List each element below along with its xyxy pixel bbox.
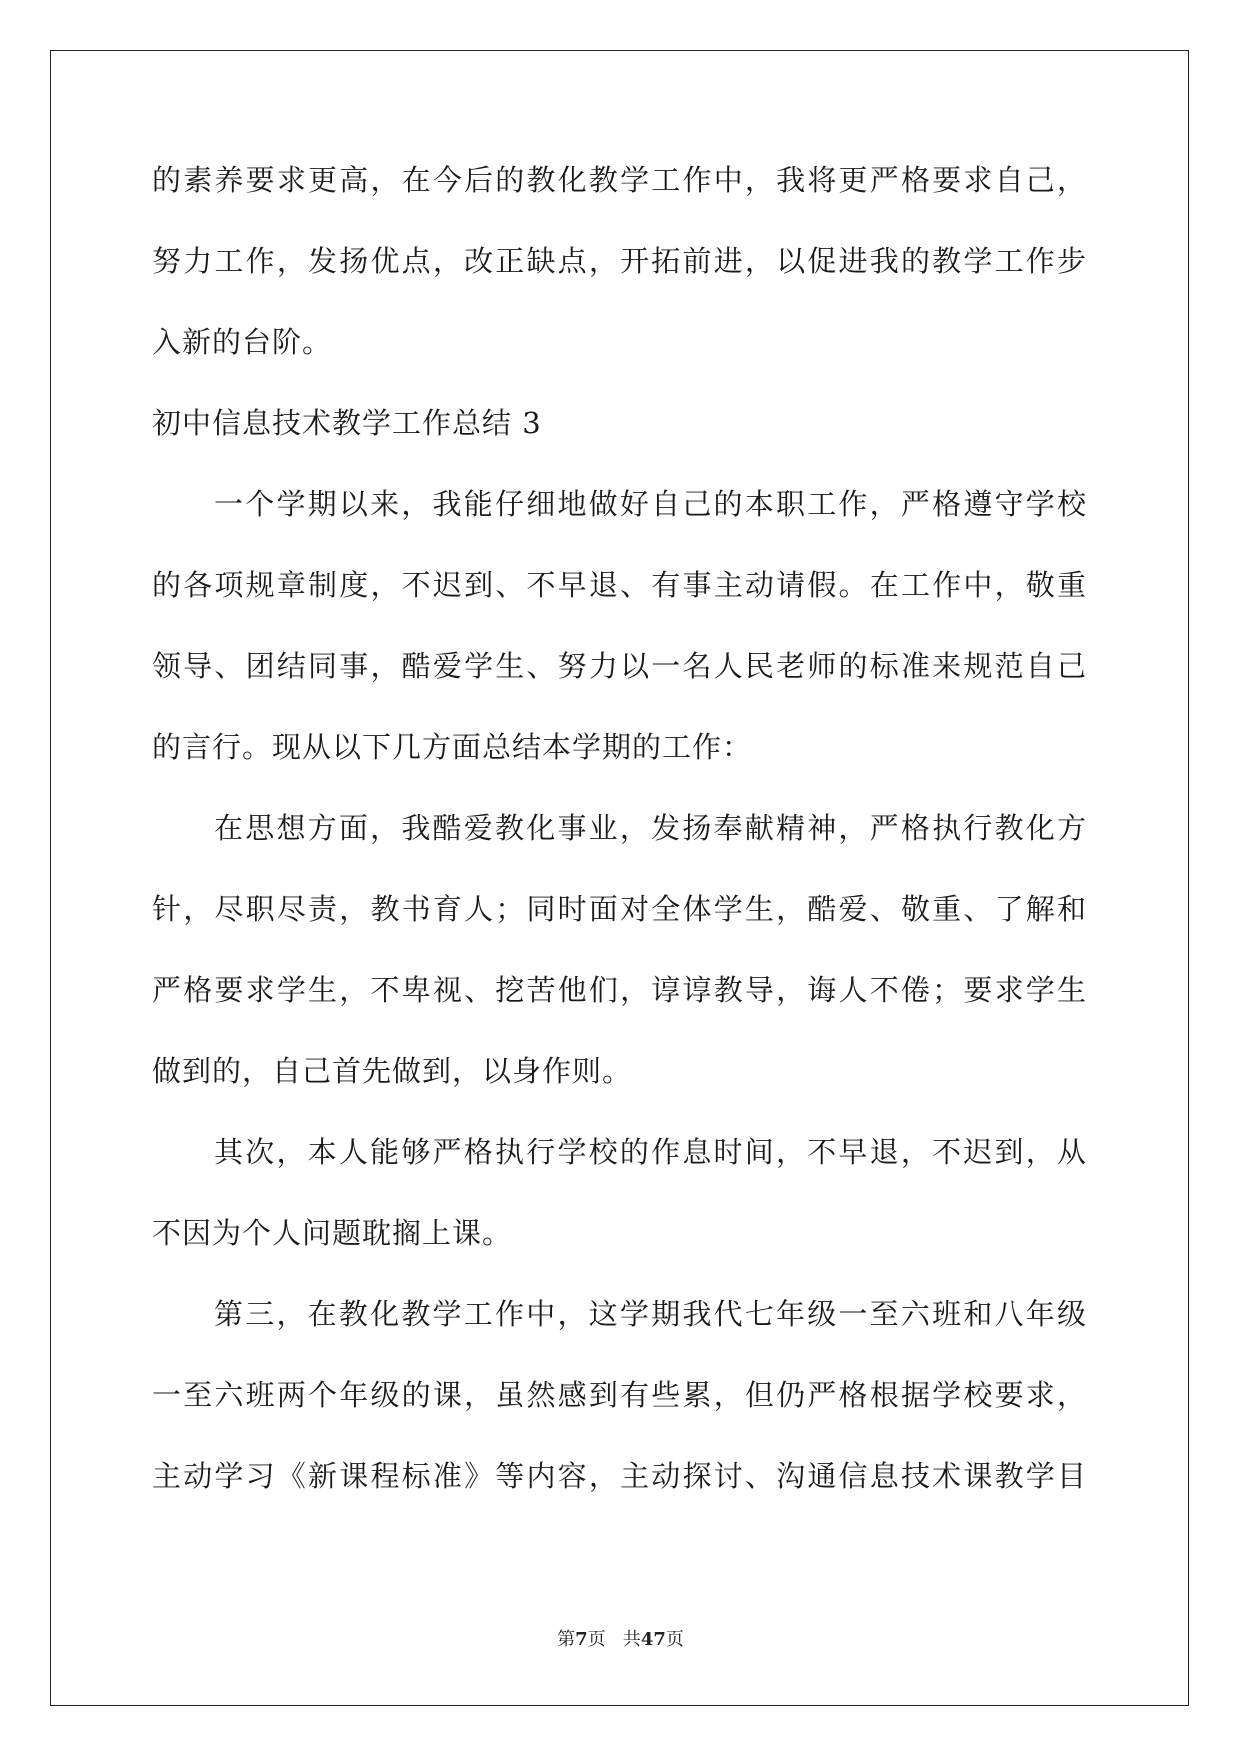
footer-page-suffix: 页 [587, 1629, 606, 1650]
text-line: 一至六班两个年级的课，虽然感到有些累，但仍严格根据学校要求， [152, 1378, 1087, 1412]
section-heading: 初中信息技术教学工作总结 3 [152, 406, 542, 440]
text-line: 的言行。现从以下几方面总结本学期的工作： [152, 730, 753, 764]
text-line: 的各项规章制度，不迟到、不早退、有事主动请假。在工作中，敬重 [152, 568, 1087, 602]
footer-total-suffix: 页 [665, 1629, 684, 1650]
footer-total-prefix: 共 [622, 1629, 641, 1650]
text-line: 做到的，自己首先做到，以身作则。 [152, 1054, 633, 1088]
page-footer [0, 1625, 1241, 1651]
text-line: 第三，在教化教学工作中，这学期我代七年级一至六班和八年级 [214, 1297, 1087, 1331]
text-line: 严格要求学生，不卑视、挖苦他们，谆谆教导，诲人不倦；要求学生 [152, 973, 1087, 1007]
text-line: 努力工作，发扬优点，改正缺点，开拓前进，以促进我的教学工作步 [152, 244, 1087, 278]
current-page-number: 7 [575, 1629, 588, 1650]
text-line: 一个学期以来，我能仔细地做好自己的本职工作，严格遵守学校 [214, 487, 1087, 521]
text-line: 的素养要求更高，在今后的教化教学工作中，我将更严格要求自己， [152, 163, 1087, 197]
footer-prefix: 第 [557, 1629, 576, 1650]
text-line: 主动学习《新课程标准》等内容，主动探讨、沟通信息技术课教学目 [152, 1459, 1087, 1493]
document-body [152, 160, 1087, 1537]
text-line: 不因为个人问题耽搁上课。 [152, 1216, 513, 1250]
text-line: 入新的台阶。 [152, 325, 333, 359]
text-line: 其次，本人能够严格执行学校的作息时间，不早退，不迟到，从 [214, 1135, 1087, 1169]
total-pages-number: 47 [640, 1629, 666, 1650]
text-line: 在思想方面，我酷爱教化事业，发扬奉献精神，严格执行教化方 [214, 811, 1087, 845]
text-line: 针，尽职尽责，教书育人；同时面对全体学生，酷爱、敬重、了解和 [152, 892, 1087, 926]
text-line: 领导、团结同事，酷爱学生、努力以一名人民老师的标准来规范自己 [152, 649, 1087, 683]
